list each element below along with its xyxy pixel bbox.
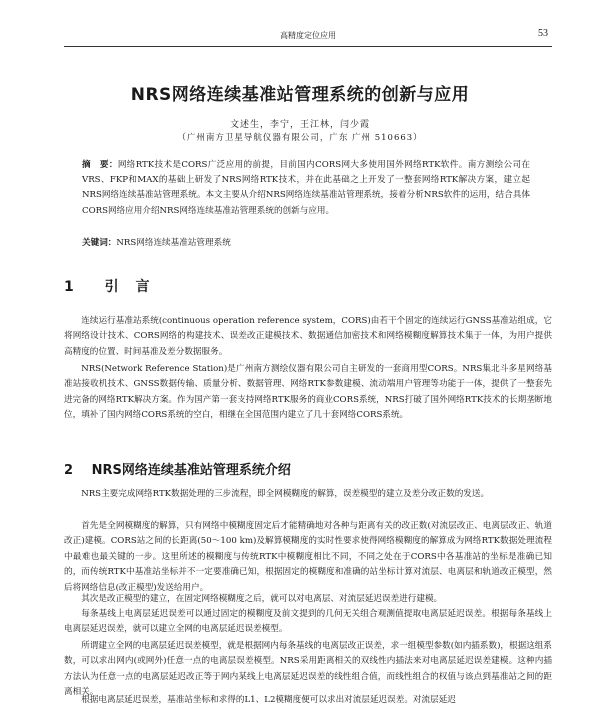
- section-2-heading: [64, 459, 291, 478]
- paper-title: NRS网络连续基准站管理系统的创新与应用: [130, 85, 470, 105]
- section-1-number: 1: [64, 279, 80, 295]
- abstract-text: 网络RTK技术是CORS广泛应用的前提，目前国内CORS网大多使用国外网络RTK软件。南方测绘公司在VRS、FKP和MAX的基础上研发了NRS网络RTK技术，并在此基础之上开发了一整套网络RTK解决方案，建立起NRS网络连续基准站管理系统。本文主要从介绍NRS网络连续基准站管理系统，接着分析NRS软件的运用，结合具体CORS网络应用介绍NRS网络连续基准站管理系统的创新与应用。: [82, 160, 530, 216]
- section-1-paragraph: 连续运行基准站系统(continuous operation reference system，CORS)由若干个固定的连续运行GNSS基准站组成，它将网络设计技术、CORS网络的构建技术、误差改正建模技术、数据通信加密技术和网络模糊度解算技术集于一体，为用户提供高精度的位置、时间基准及差分数据服务。: [64, 316, 552, 357]
- abstract: [82, 158, 530, 219]
- section-2-title: NRS网络连续基准站管理系统介绍: [91, 463, 291, 478]
- affiliation: （广州南方卫星导航仪器有限公司，广东 广州 510663）: [177, 133, 423, 143]
- section-2-paragraph: 每条基线上电离层延迟误差可以通过固定的模糊度及前文提到的几何无关组合观测值提取电离层延迟误差。根据每条基线上电离层延迟误差，就可以建立全网的电离层延迟误差模型。: [64, 609, 552, 635]
- author-list: 文述生，李宁，王江林，闫少霞: [229, 120, 370, 130]
- section-2-number: 2: [64, 463, 74, 478]
- section-2-paragraph: 所谓建立全网的电离层延迟误差模型，就是根据网内每条基线的电离层改正误差，求一组模型参数(如内插系数)，根据这组系数，可以求出网内(或网外)任意一点的电离层误差模型。NRS采用距离相关的双线性内插法来对电离层延迟误差建模。这种内插方法认为任意一点的电离层延迟改正等于网内某线上电离层延迟误差的线性组合值，而线性组合的权值与该点到基准站之间的距离相关。: [64, 641, 552, 698]
- keywords-text: NRS网络连续基准站管理系统: [116, 238, 231, 248]
- section-1-title: 引 言: [104, 279, 156, 295]
- running-title: 高精度定位应用: [280, 31, 336, 40]
- keywords-label: 关键词：: [82, 238, 117, 248]
- section-2-paragraph: 其次是改正模型的建立，在固定网络模糊度之后，就可以对电离层、对流层延迟误差进行建模。: [81, 594, 443, 604]
- section-2-paragraph: 根据电离层延迟误差，基准站坐标和求得的L1、L2模糊度便可以求出对流层延迟误差。对流层延迟: [81, 695, 456, 705]
- keywords: [82, 236, 530, 250]
- section-1-heading: [64, 276, 156, 296]
- section-2-paragraph: NRS主要完成网络RTK数据处理的三步流程，即全网模糊度的解算，误差模型的建立及差分改正数的发送。: [81, 489, 490, 499]
- section-1-paragraph: NRS(Network Reference Station)是广州南方测绘仪器有限公司自主研发的一套商用型CORS。NRS集北斗多星网络基准站接收机技术、GNSS数据传输、质量分析、数据管理、网络RTK参数建模、流动端用户管理等功能于一体，提供了一整套先进完备的网络RTK解决方案。作为国产第一套支持网络RTK服务的商业CORS系统，NRS打破了国外网络RTK技术的长期垄断地位，填补了国内网络CORS系统的空白，相继在全国范围内建立了几十套网络CORS系统。: [64, 364, 552, 421]
- section-2-paragraph: 首先是全网模糊度的解算，只有网络中模糊度固定后才能精确地对各种与距离有关的改正数(对流层改正、电离层改正、轨道改正)建模。CORS站之间的长距离(50～100 km)及解算模糊度的实时性要求使得网络模糊度的解算成为网络RTK数据处理流程中最难也最关键的一步。这里所述的模糊度与传统RTK中模糊度相比不同，不同之处在于CORS中各基准站的坐标是准确已知的，而传统RTK中基准站坐标并不一定要准确已知，根据固定的模糊度和准确的站坐标计算对流层、电离层和轨道改正模型，然后将网络信息(改正模型)发送给用户。: [64, 521, 552, 593]
- running-header: [64, 30, 552, 47]
- abstract-label: 摘 要：: [82, 160, 118, 170]
- page-number: 53: [538, 28, 548, 39]
